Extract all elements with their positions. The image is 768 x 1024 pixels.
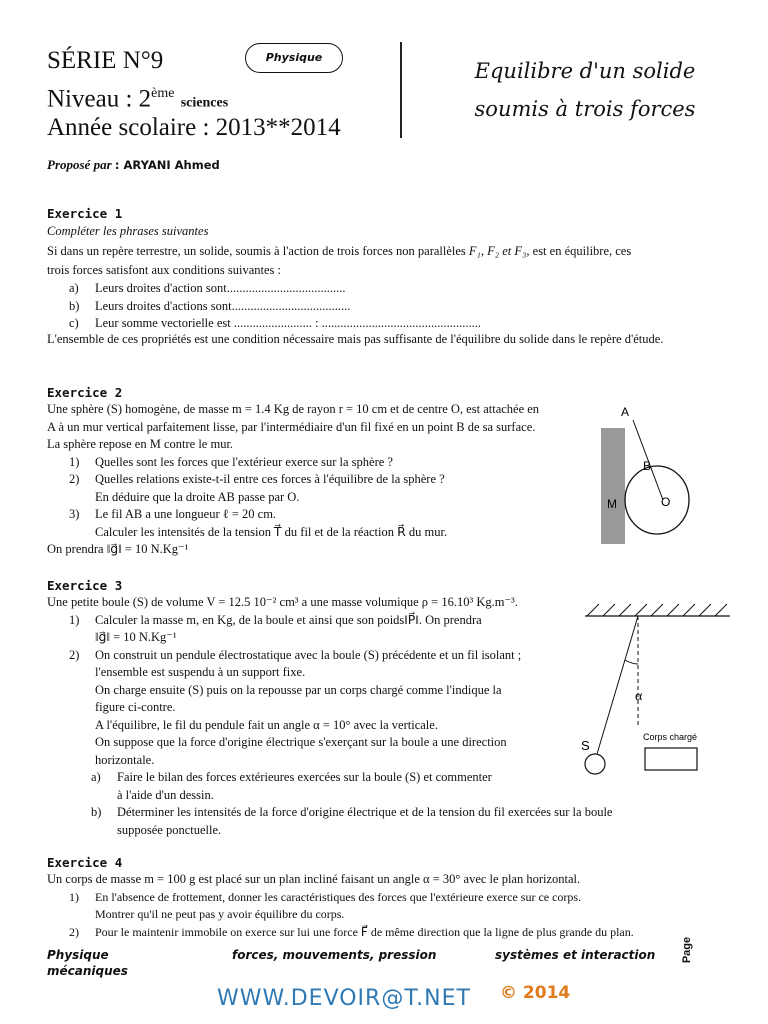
ex2-line: A à un mur vertical parfaitement lisse, par l'intermédiaire d'un fil fixé en un point B de sa surface. <box>47 419 536 434</box>
list-item: b) Déterminer les intensités de la force d'origine électrique et de la tension du fil exercées sur la boule <box>91 805 613 819</box>
ex2-title: Exercice 2 <box>47 385 123 400</box>
author-line <box>47 157 220 173</box>
niveau-prefix: Niveau : 2 <box>47 85 152 113</box>
sphere <box>625 466 689 534</box>
list-item: 2) Pour le maintenir immobile on exerce sur lui une force F⃗ de même direction que la ligne de plus grande du plan. <box>69 924 634 939</box>
ex3-line: Une petite boule (S) de volume V = 12.5 10⁻² cm³ a une masse volumique ρ = 16.10³ Kg.m⁻³. <box>47 595 518 609</box>
pendulum-string <box>597 616 638 754</box>
subject-badge: Physique <box>245 43 343 73</box>
label-a: A <box>621 405 630 419</box>
list-item: Montrer qu'il ne peut pas y avoir équilibre du corps. <box>95 907 345 921</box>
list-item: 1) Quelles sont les forces que l'extérieur exerce sur la sphère ? <box>69 454 393 469</box>
list-item: 1) Calculer la masse m, en Kg, de la boule et ainsi que son poids‖P⃗‖. On prendra <box>69 612 482 627</box>
list-item: a) Faire le bilan des forces extérieures exercées sur la boule (S) et commenter <box>91 770 492 784</box>
ex1-list <box>47 280 747 333</box>
ex2-g: On prendra ‖g⃗‖ = 10 N.Kg⁻¹ <box>47 542 189 556</box>
ex1-intro <box>47 243 747 261</box>
copyright: © 2014 <box>500 983 571 1003</box>
list-item: supposée ponctuelle. <box>117 822 222 837</box>
list-item: horizontale. <box>95 752 155 767</box>
serie-number: SÉRIE N°9 <box>47 47 164 74</box>
ex4-line: Un corps de masse m = 100 g est placé sur un plan incliné faisant un angle α = 30° avec le plan horizontal. <box>47 872 581 886</box>
ex1-intro-c: trois forces satisfont aux conditions suivantes : <box>47 263 281 277</box>
ex3-body <box>47 594 627 769</box>
annee-scolaire: Année scolaire : 2013**2014 <box>47 114 341 141</box>
footer-topics: forces, mouvements, pression <box>232 948 437 962</box>
footer-subject: Physique <box>47 948 109 962</box>
list-item: a) Leurs droites d'action sont...................................... <box>69 281 346 295</box>
ex4-title: Exercice 4 <box>47 855 123 870</box>
niveau <box>47 80 228 117</box>
list-item: En déduire que la droite AB passe par O. <box>95 489 300 504</box>
list-item: à l'aide d'un dessin. <box>117 787 214 802</box>
propose-label: Proposé par <box>47 157 112 172</box>
ball <box>585 754 605 774</box>
ex1-title: Exercice 1 <box>47 206 123 221</box>
list-item: 2) On construit un pendule électrostatique avec la boule (S) précédente et un fil isolant ; <box>69 647 522 662</box>
list-item: c) Leur somme vectorielle est ......................... : ................................................... <box>69 316 482 330</box>
site-link[interactable]: WWW.DEVOIR@T.NET <box>217 986 471 1011</box>
list-item: 1) En l'absence de frottement, donner les caractéristiques des forces que l'extérieure exerce sur ce corps. <box>69 889 582 904</box>
topic-line-1: Equilibre d'un solide <box>474 59 696 83</box>
ex1-conclusion: L'ensemble de ces propriétés est une condition nécessaire mais pas suffisante de l'équilibre du solide dans le repère d'étude. <box>47 332 664 346</box>
author-name: : ARYANI Ahmed <box>114 158 220 172</box>
footer-systems: systèmes et interaction <box>495 948 656 962</box>
label-alpha: α <box>635 689 643 704</box>
ex1-intro-b: , est en équilibre, ces <box>526 244 632 258</box>
niveau-sup: ème <box>151 86 175 101</box>
label-b: B <box>643 459 652 473</box>
angle-arc <box>625 660 638 664</box>
list-item: 2) Quelles relations existe-t-il entre ces forces à l'équilibre de la sphère ? <box>69 472 445 486</box>
ex2-line: La sphère repose en M contre le mur. <box>47 437 234 451</box>
header-divider <box>400 42 402 138</box>
footer-subject-2: mécaniques <box>47 964 128 978</box>
list-item: ‖g⃗‖ = 10 N.Kg⁻¹ <box>95 630 177 644</box>
topic-line-2: soumis à trois forces <box>474 97 696 121</box>
niveau-suffix: sciences <box>180 95 229 111</box>
support-hatching <box>587 604 727 616</box>
list-item: b) Leurs droites d'actions sont...................................... <box>69 298 351 313</box>
list-item: A l'équilibre, le fil du pendule fait un angle α = 10° avec la verticale. <box>95 717 438 732</box>
list-item: l'ensemble est suspendu à un support fixe. <box>95 665 306 679</box>
list-item: figure ci-contre. <box>95 700 176 714</box>
ex3-title: Exercice 3 <box>47 578 123 593</box>
charged-body <box>645 748 697 770</box>
ex1-subtitle: Compléter les phrases suivantes <box>47 224 209 238</box>
label-m: M <box>607 497 617 511</box>
label-o: O <box>661 495 671 509</box>
list-item: 3) Le fil AB a une longueur ℓ = 20 cm. <box>69 507 277 521</box>
ex2-line: Une sphère (S) homogène, de masse m = 1.4 Kg de rayon r = 10 cm et de centre O, est attachée en <box>47 402 540 416</box>
sphere-figure <box>595 400 705 550</box>
pendulum-figure <box>575 598 735 788</box>
list-item: Calculer les intensités de la tension T⃗ du fil et de la réaction R⃗ du mur. <box>95 524 448 539</box>
ex2-body <box>47 401 607 559</box>
list-item: On charge ensuite (S) puis on la repousse par un corps chargé comme l'indique la <box>95 682 502 697</box>
label-s: S <box>581 738 590 753</box>
ex1-forces: F₁, F₂ et F₃ <box>468 244 527 258</box>
ex4-body <box>47 871 727 941</box>
page-label: Page <box>681 936 693 964</box>
wall <box>601 428 625 544</box>
label-corps: Corps chargé <box>643 732 698 742</box>
list-item: On suppose que la force d'origine électrique s'exerçant sur la boule a une direction <box>95 735 507 749</box>
ex1-intro-a: Si dans un repère terrestre, un solide, soumis à l'action de trois forces non parallèles <box>47 244 466 258</box>
